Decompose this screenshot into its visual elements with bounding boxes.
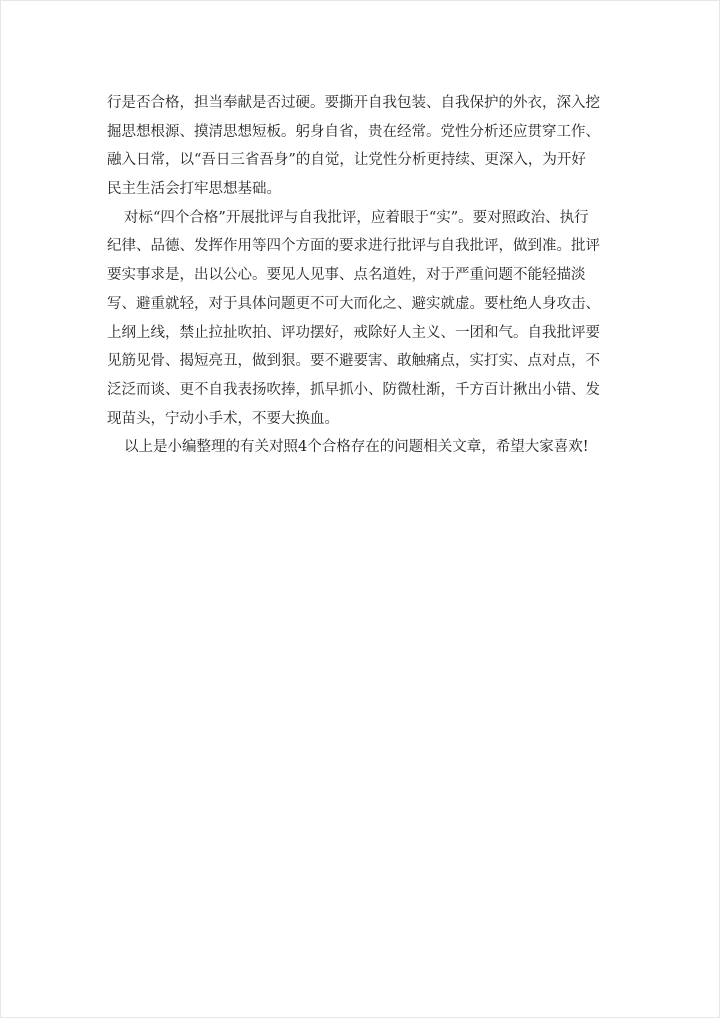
text-line: 以上是小编整理的有关对照4个合格存在的问题相关文章，希望大家喜欢!: [124, 439, 589, 456]
document-body: [107, 89, 627, 462]
paragraph-2: [107, 204, 627, 434]
text-line: 上纲上线，禁止拉扯吹拍、评功摆好，戒除好人主义、一团和气。自我批评要: [107, 324, 600, 341]
text-line: 融入日常，以“吾日三省吾身”的自觉，让党性分析更持续、更深入，为开好: [107, 152, 586, 169]
text-line: 见筋见骨、揭短亮丑，做到狠。要不避要害、敢触痛点，实打实、点对点，不: [107, 353, 600, 370]
text-line: 对标“四个合格”开展批评与自我批评，应着眼于“实”。要对照政治、执行: [124, 209, 589, 226]
text-line: 要实事求是，出以公心。要见人见事、点名道姓，对于严重问题不能轻描淡: [107, 267, 586, 284]
text-line: 泛泛而谈、更不自我表扬吹捧，抓早抓小、防微杜渐，千方百计揪出小错、发: [107, 381, 600, 398]
paragraph-3: [107, 433, 627, 462]
paragraph-1: [107, 89, 627, 204]
text-line: 掘思想根源、摸清思想短板。躬身自省，贵在经常。党性分析还应贯穿工作、: [107, 123, 600, 140]
text-line: 行是否合格，担当奉献是否过硬。要撕开自我包装、自我保护的外衣，深入挖: [107, 95, 600, 111]
text-line: 现苗头，宁动小手术，不要大换血。: [107, 410, 339, 427]
text-line: 写、避重就轻，对于具体问题更不可大而化之、避实就虚。要杜绝人身攻击、: [107, 295, 600, 312]
text-line: 民主生活会打牢思想基础。: [107, 181, 281, 198]
text-line: 纪律、品德、发挥作用等四个方面的要求进行批评与自我批评，做到准。批评: [107, 238, 600, 255]
